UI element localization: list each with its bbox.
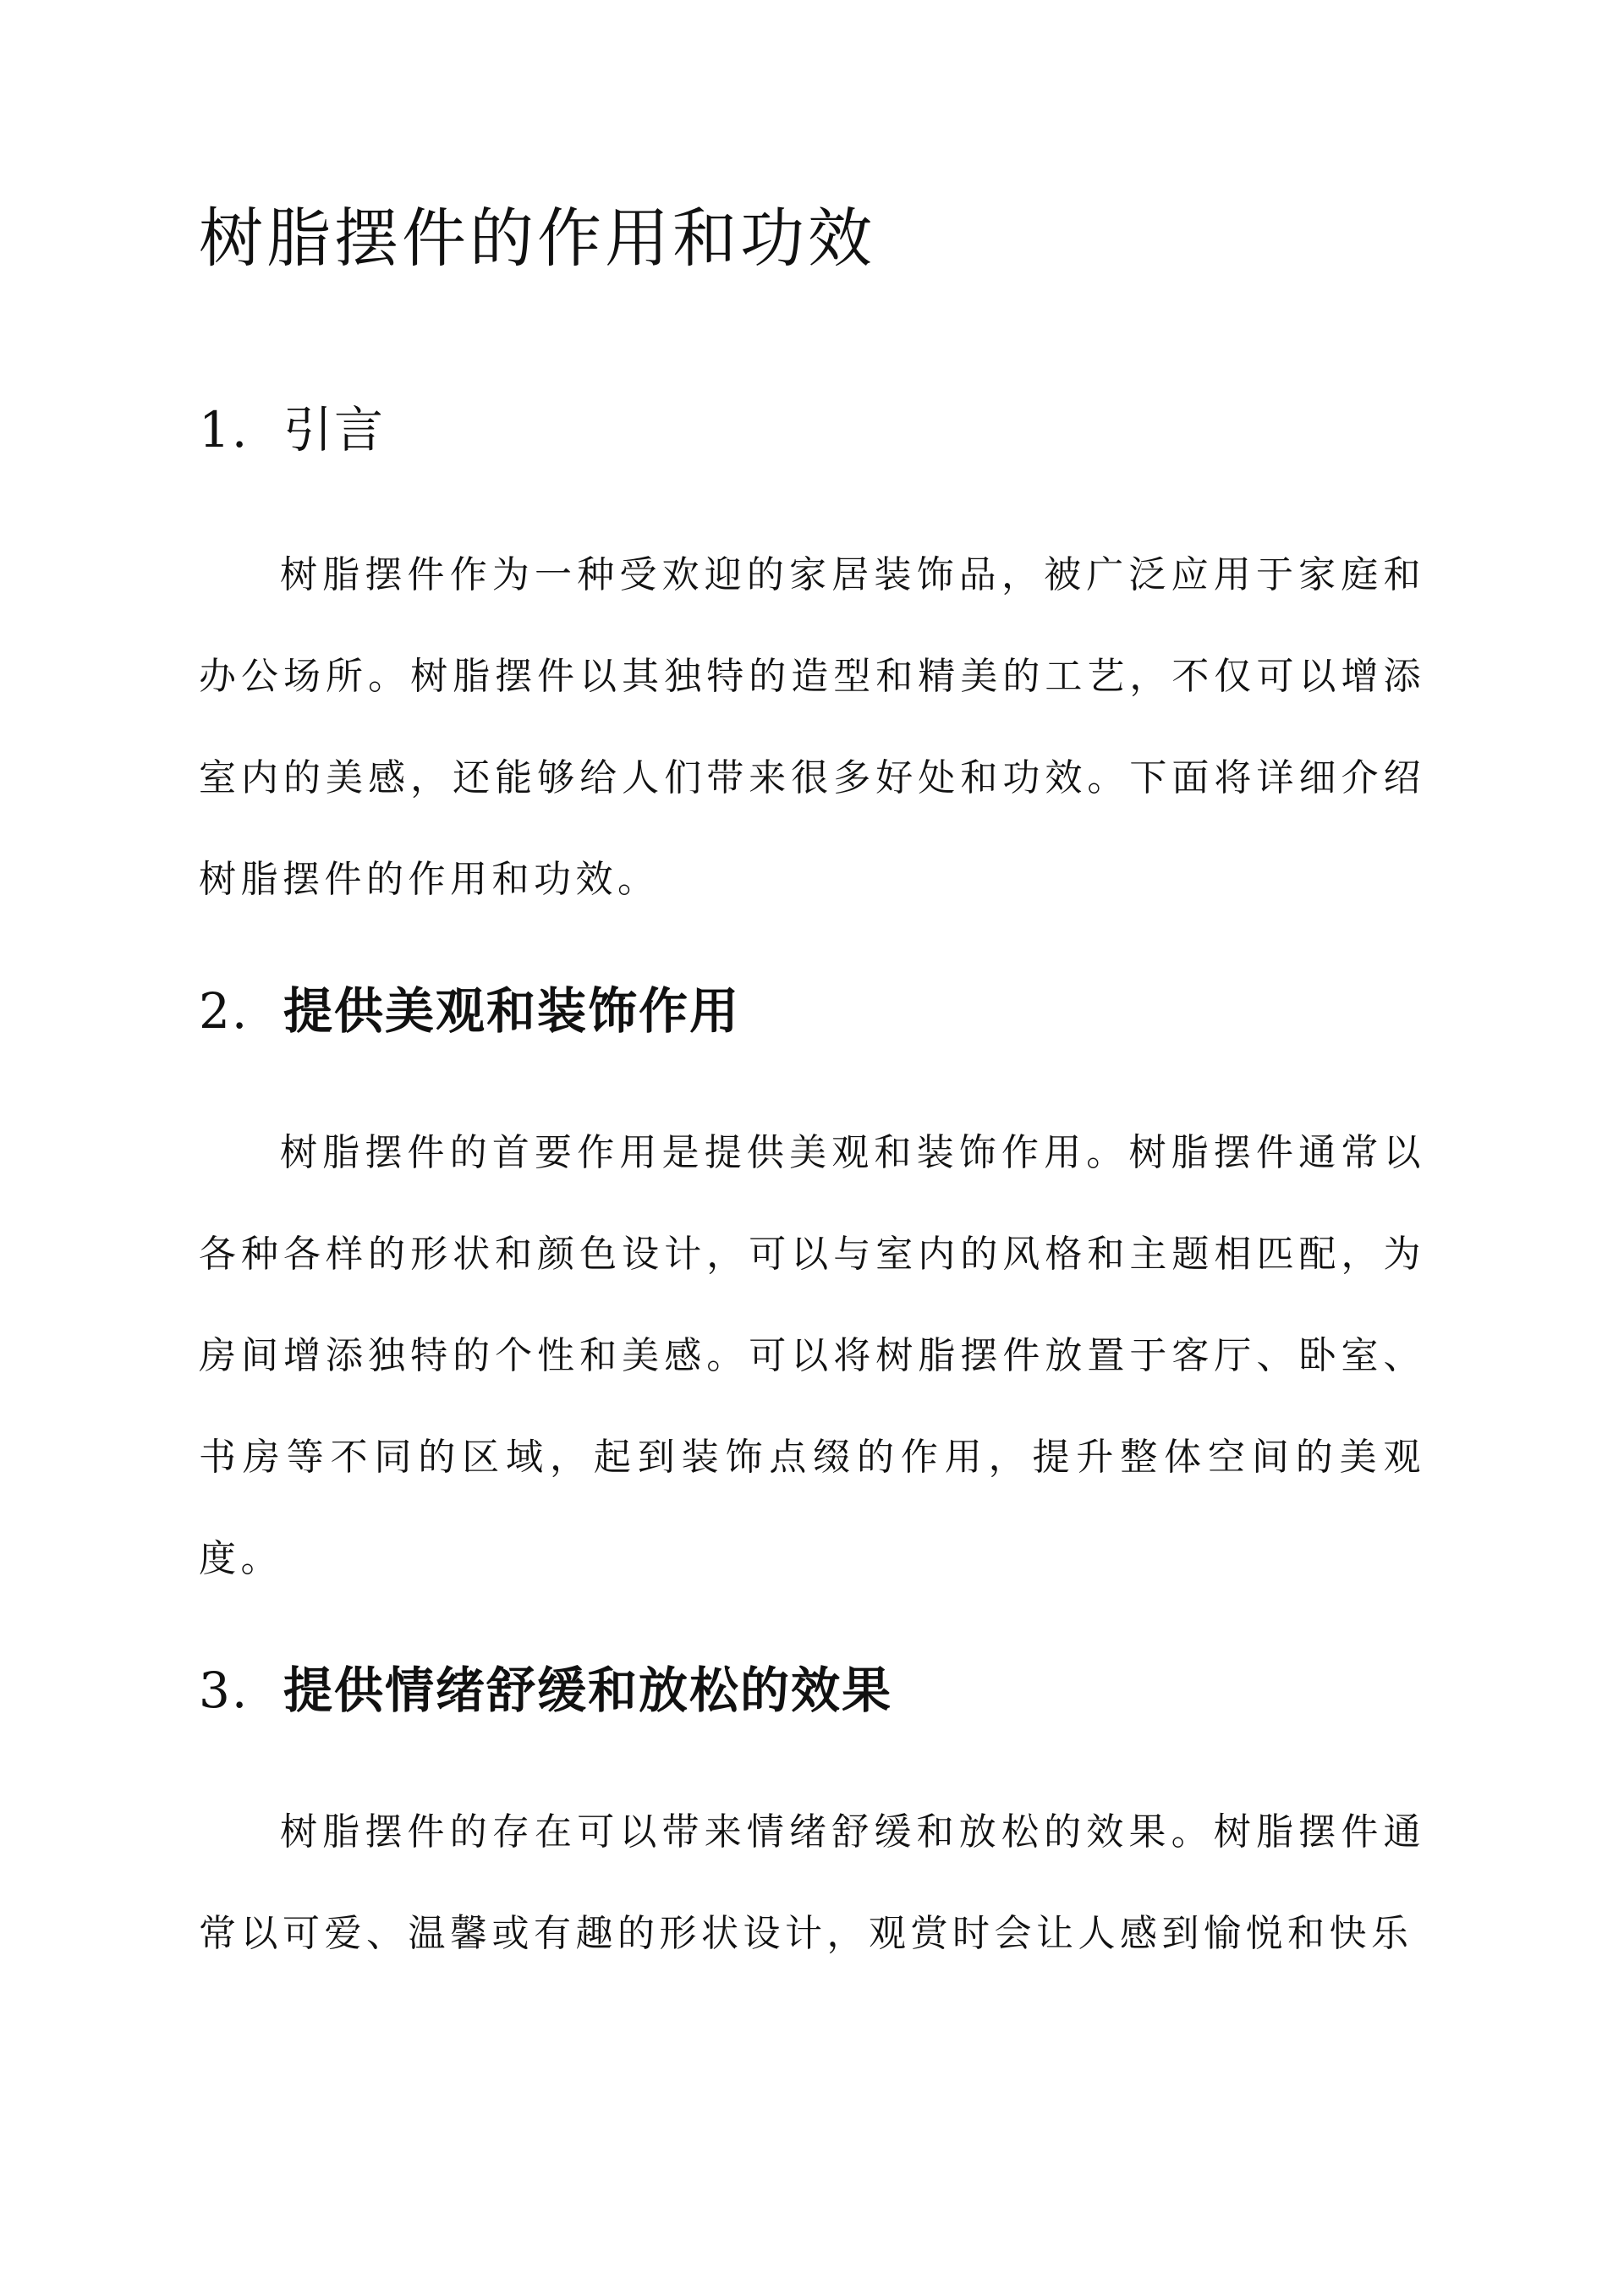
document-title: 树脂摆件的作用和功效 (199, 200, 875, 276)
section-heading-intro (199, 396, 385, 464)
section-number: 3. (199, 1662, 250, 1719)
section-paragraph-decoration: 树脂摆件的首要作用是提供美观和装饰作用。树脂摆件通常以各种各样的形状和颜色设计，可以与室内的风格和主题相匹配，为房间增添独特的个性和美感。可以将树脂摆件放置于客厅、卧室、书房等不同的区域，起到装饰点缀的作用，提升整体空间的美观度。 (199, 1131, 1425, 1580)
section-title: 引言 (283, 401, 386, 459)
section-paragraph-relaxation: 树脂摆件的存在可以带来情绪舒缓和放松的效果。树脂摆件通常以可爱、温馨或有趣的形状设计，观赏时会让人感到愉悦和快乐 (199, 1810, 1425, 1955)
section-number: 2. (199, 982, 250, 1040)
section-title: 提供美观和装饰作用 (283, 982, 741, 1040)
section-number: 1. (199, 401, 250, 459)
section-heading-decoration (199, 977, 740, 1045)
section-paragraph-intro: 树脂摆件作为一种受欢迎的家居装饰品，被广泛应用于家庭和办公场所。树脂摆件以其独特的造型和精美的工艺，不仅可以增添室内的美感，还能够给人们带来很多好处和功效。下面将详细介绍树脂摆件的作用和功效。 (199, 553, 1425, 901)
section-heading-relaxation (199, 1656, 892, 1724)
section-title: 提供情绪舒缓和放松的效果 (283, 1662, 893, 1719)
